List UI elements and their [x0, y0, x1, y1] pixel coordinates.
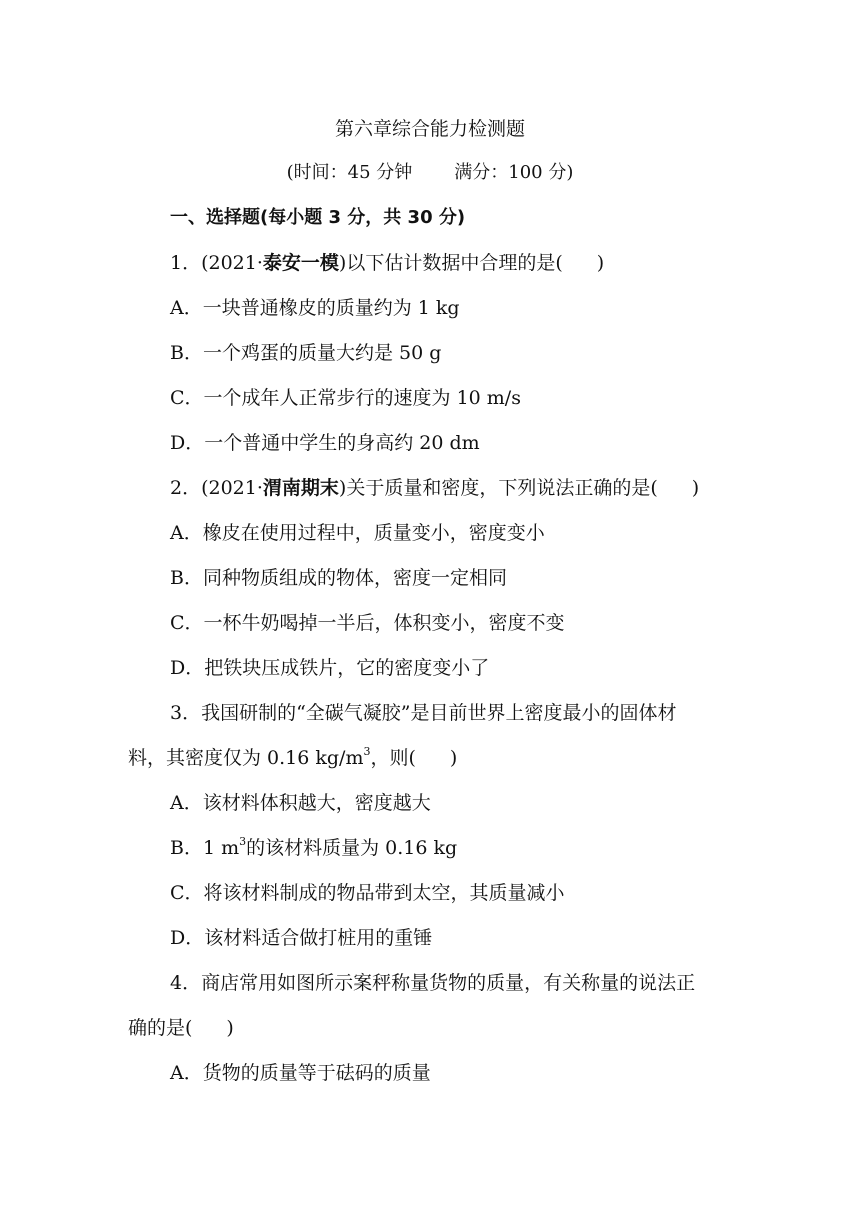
question-3-stem-cont: 料，其密度仅为 0.16 $kg/m^3$，则( ) [128, 744, 458, 769]
option-b: B．同种物质组成的物体，密度一定相同 [170, 567, 507, 589]
question-text: 商店常用如图所示案秤称量货物的质量，有关称量的说法正 [201, 972, 696, 994]
title-text: 第六章综合能力检测题 [334, 118, 525, 140]
question-4-stem [170, 970, 695, 996]
section-heading [170, 205, 465, 231]
option-a: A．一块普通橡皮的质量约为 1 kg [170, 297, 460, 319]
question-text: 以下估计数据中合理的是( [346, 252, 563, 274]
option-c: C．将该材料制成的物品带到太空，其质量减小 [170, 882, 565, 904]
question-source: 泰安一模 [262, 252, 339, 274]
question-text: 关于质量和密度，下列说法正确的是( [346, 477, 658, 499]
question-1-stem: 1．(2021·泰安一模)以下估计数据中合理的是( ) [170, 252, 605, 274]
section-heading-text: 一、选择题(每小题 3 分，共 30 分) [170, 207, 466, 228]
question-number: 4． [170, 972, 202, 994]
question-text: 我国研制的“全碳气凝胶”是目前世界上密度最小的固体材 [201, 702, 677, 724]
question-number: 3． [170, 702, 202, 724]
page-title [0, 116, 860, 142]
full-score: 满分：100 分) [454, 162, 574, 183]
option-c: C．一杯牛奶喝掉一半后，体积变小，密度不变 [170, 612, 565, 634]
option-c: C．一个成年人正常步行的速度为 10 m/s [170, 387, 521, 409]
option-a: A．橡皮在使用过程中，质量变小，密度变小 [170, 522, 545, 544]
option-a: A．货物的质量等于砝码的质量 [170, 1062, 431, 1084]
question-number: 1． [170, 252, 202, 274]
option-d: D．该材料适合做打桩用的重锤 [170, 927, 433, 949]
question-number: 2． [170, 477, 202, 499]
question-source: 渭南期末 [262, 477, 339, 499]
option-d: D．一个普通中学生的身高约 20 dm [170, 432, 480, 454]
question-4-stem-cont: 确的是( ) [128, 1017, 234, 1039]
option-a: A．该材料体积越大，密度越大 [170, 792, 431, 814]
option-b: B．1 $m^3$的该材料质量为 0.16 kg [170, 834, 458, 859]
option-d: D．把铁块压成铁片，它的密度变小了 [170, 657, 490, 679]
question-3-stem [170, 700, 677, 726]
question-2-stem: 2．(2021·渭南期末)关于质量和密度，下列说法正确的是( ) [170, 477, 700, 499]
exam-info [0, 160, 860, 186]
option-b: B．一个鸡蛋的质量大约是 50 g [170, 342, 442, 364]
time-limit: (时间：45 分钟 [286, 162, 413, 183]
